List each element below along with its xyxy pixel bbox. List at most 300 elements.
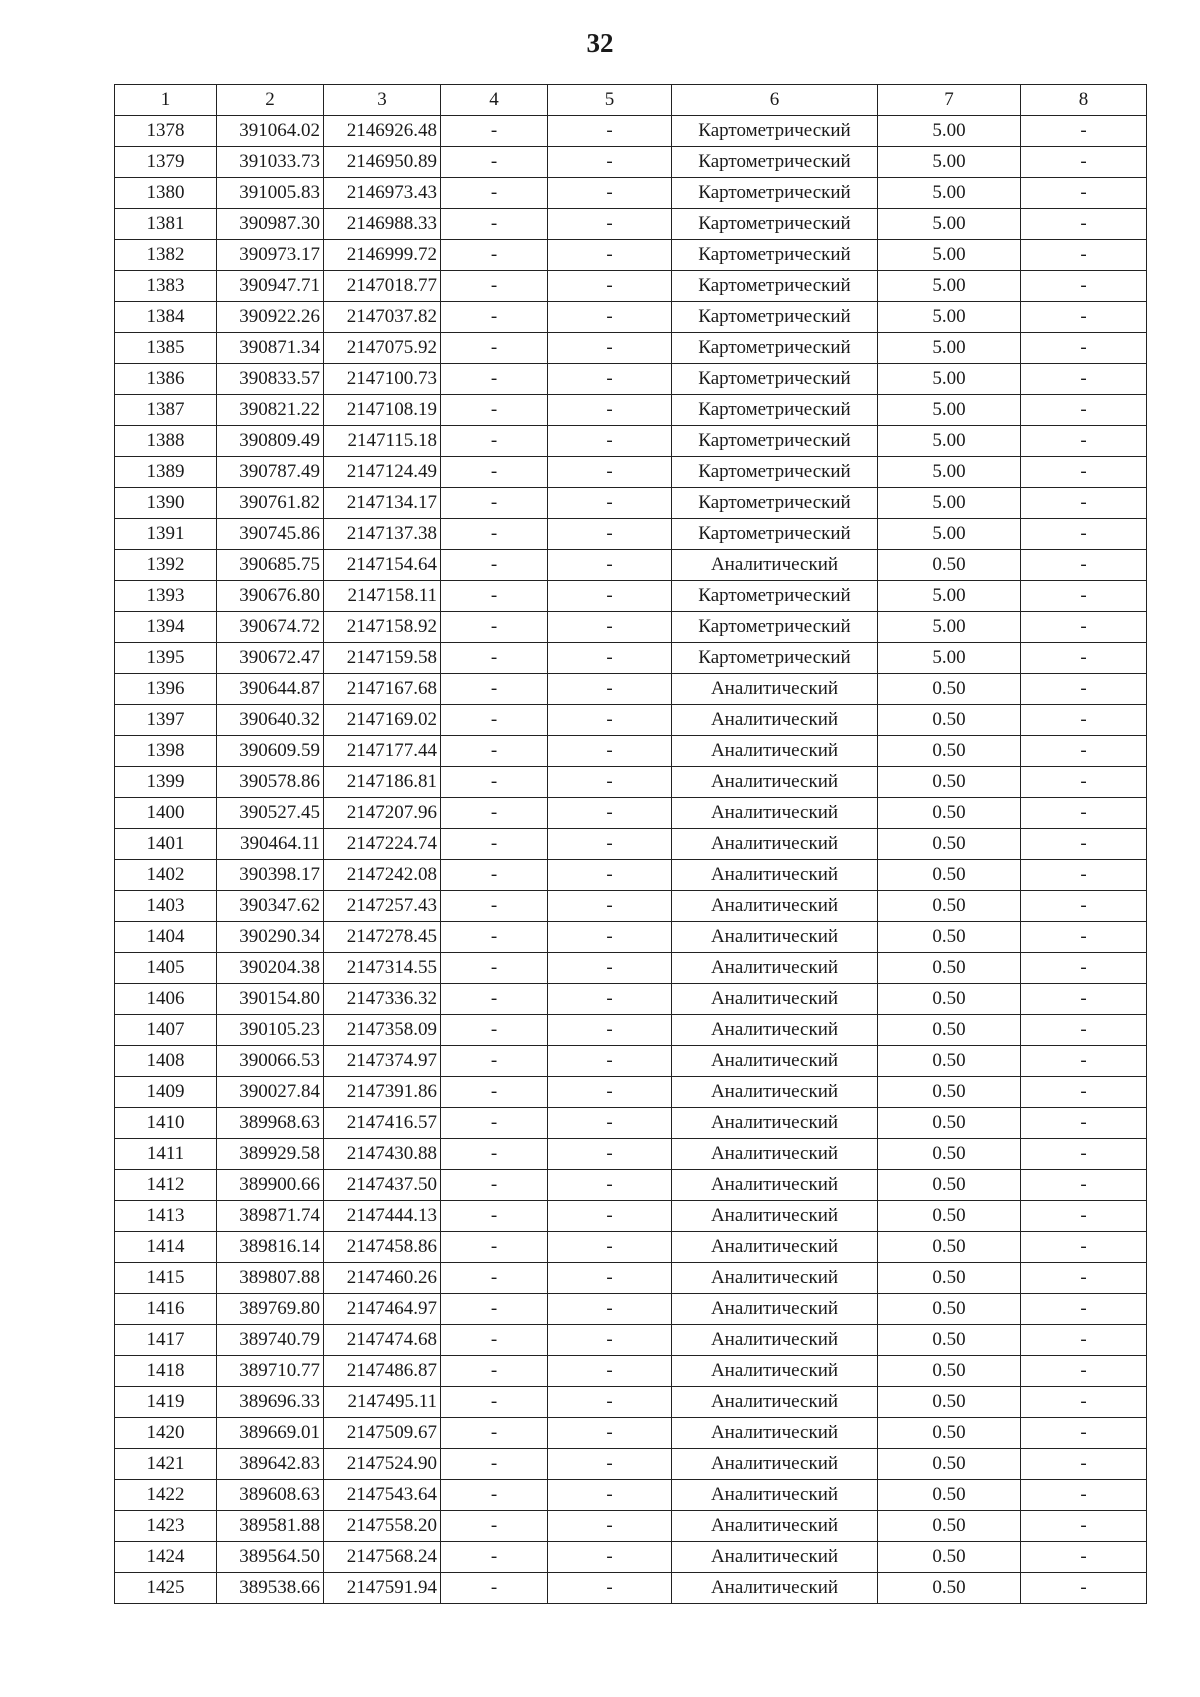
cell-col-5: - [548, 798, 672, 829]
cell-method: Аналитический [672, 953, 878, 984]
cell-method: Картометрический [672, 333, 878, 364]
table-row [115, 1294, 1147, 1325]
cell-col-8: - [1021, 178, 1147, 209]
table-row [115, 1542, 1147, 1573]
cell-col-5: - [548, 395, 672, 426]
cell-point-number: 1409 [115, 1077, 217, 1108]
cell-method: Картометрический [672, 581, 878, 612]
cell-col-5: - [548, 860, 672, 891]
cell-y-coordinate: 2146988.33 [324, 209, 441, 240]
cell-method: Аналитический [672, 1542, 878, 1573]
cell-method: Картометрический [672, 147, 878, 178]
cell-accuracy: 5.00 [878, 488, 1021, 519]
cell-col-4: - [441, 1170, 548, 1201]
column-header-8: 8 [1021, 85, 1147, 116]
cell-col-4: - [441, 271, 548, 302]
cell-x-coordinate: 390947.71 [217, 271, 324, 302]
cell-y-coordinate: 2147242.08 [324, 860, 441, 891]
cell-col-4: - [441, 302, 548, 333]
cell-method: Картометрический [672, 271, 878, 302]
cell-col-8: - [1021, 1573, 1147, 1604]
cell-accuracy: 0.50 [878, 953, 1021, 984]
cell-col-8: - [1021, 1232, 1147, 1263]
cell-col-5: - [548, 116, 672, 147]
table-row [115, 1015, 1147, 1046]
cell-col-5: - [548, 550, 672, 581]
cell-x-coordinate: 390398.17 [217, 860, 324, 891]
cell-col-8: - [1021, 1046, 1147, 1077]
table-row [115, 922, 1147, 953]
cell-col-5: - [548, 674, 672, 705]
cell-x-coordinate: 389669.01 [217, 1418, 324, 1449]
cell-method: Аналитический [672, 1139, 878, 1170]
cell-accuracy: 0.50 [878, 860, 1021, 891]
cell-col-8: - [1021, 1387, 1147, 1418]
cell-point-number: 1400 [115, 798, 217, 829]
cell-y-coordinate: 2147124.49 [324, 457, 441, 488]
table-row [115, 1077, 1147, 1108]
table-row [115, 1449, 1147, 1480]
cell-x-coordinate: 390027.84 [217, 1077, 324, 1108]
cell-y-coordinate: 2147159.58 [324, 643, 441, 674]
cell-x-coordinate: 389642.83 [217, 1449, 324, 1480]
cell-col-5: - [548, 1449, 672, 1480]
cell-col-5: - [548, 1356, 672, 1387]
cell-accuracy: 0.50 [878, 1015, 1021, 1046]
cell-x-coordinate: 390609.59 [217, 736, 324, 767]
cell-col-5: - [548, 1480, 672, 1511]
coordinates-table [114, 84, 1147, 1604]
cell-accuracy: 5.00 [878, 333, 1021, 364]
cell-col-5: - [548, 705, 672, 736]
cell-method: Аналитический [672, 798, 878, 829]
cell-col-8: - [1021, 953, 1147, 984]
cell-method: Картометрический [672, 364, 878, 395]
cell-accuracy: 0.50 [878, 1077, 1021, 1108]
cell-accuracy: 5.00 [878, 209, 1021, 240]
table-row [115, 519, 1147, 550]
cell-point-number: 1383 [115, 271, 217, 302]
cell-col-5: - [548, 984, 672, 1015]
cell-col-8: - [1021, 209, 1147, 240]
cell-col-4: - [441, 1418, 548, 1449]
table-row [115, 674, 1147, 705]
cell-x-coordinate: 389564.50 [217, 1542, 324, 1573]
cell-col-4: - [441, 1201, 548, 1232]
table-header [115, 85, 1147, 116]
cell-col-5: - [548, 147, 672, 178]
table-row [115, 1480, 1147, 1511]
cell-point-number: 1419 [115, 1387, 217, 1418]
cell-col-5: - [548, 1325, 672, 1356]
cell-col-4: - [441, 1480, 548, 1511]
cell-accuracy: 5.00 [878, 178, 1021, 209]
cell-point-number: 1415 [115, 1263, 217, 1294]
cell-x-coordinate: 389900.66 [217, 1170, 324, 1201]
cell-col-5: - [548, 767, 672, 798]
cell-col-4: - [441, 209, 548, 240]
cell-y-coordinate: 2147416.57 [324, 1108, 441, 1139]
cell-x-coordinate: 390644.87 [217, 674, 324, 705]
cell-x-coordinate: 390871.34 [217, 333, 324, 364]
cell-x-coordinate: 390347.62 [217, 891, 324, 922]
cell-col-5: - [548, 643, 672, 674]
cell-method: Картометрический [672, 612, 878, 643]
cell-col-4: - [441, 829, 548, 860]
cell-accuracy: 0.50 [878, 1573, 1021, 1604]
cell-x-coordinate: 390833.57 [217, 364, 324, 395]
cell-col-5: - [548, 1077, 672, 1108]
cell-col-5: - [548, 1542, 672, 1573]
cell-point-number: 1396 [115, 674, 217, 705]
cell-method: Аналитический [672, 1449, 878, 1480]
cell-y-coordinate: 2147207.96 [324, 798, 441, 829]
cell-method: Аналитический [672, 767, 878, 798]
column-header-1: 1 [115, 85, 217, 116]
cell-col-4: - [441, 860, 548, 891]
table-row [115, 891, 1147, 922]
cell-point-number: 1399 [115, 767, 217, 798]
cell-accuracy: 0.50 [878, 1356, 1021, 1387]
cell-y-coordinate: 2147154.64 [324, 550, 441, 581]
cell-accuracy: 0.50 [878, 829, 1021, 860]
cell-x-coordinate: 389696.33 [217, 1387, 324, 1418]
cell-col-8: - [1021, 1480, 1147, 1511]
cell-method: Картометрический [672, 209, 878, 240]
cell-x-coordinate: 390154.80 [217, 984, 324, 1015]
cell-col-8: - [1021, 1449, 1147, 1480]
table-row [115, 1263, 1147, 1294]
cell-accuracy: 0.50 [878, 1418, 1021, 1449]
cell-y-coordinate: 2147591.94 [324, 1573, 441, 1604]
cell-col-4: - [441, 674, 548, 705]
table-row [115, 953, 1147, 984]
cell-accuracy: 0.50 [878, 1511, 1021, 1542]
cell-y-coordinate: 2146950.89 [324, 147, 441, 178]
cell-y-coordinate: 2147444.13 [324, 1201, 441, 1232]
cell-method: Аналитический [672, 1387, 878, 1418]
cell-col-8: - [1021, 891, 1147, 922]
cell-x-coordinate: 390204.38 [217, 953, 324, 984]
cell-point-number: 1401 [115, 829, 217, 860]
cell-col-5: - [548, 364, 672, 395]
cell-x-coordinate: 390105.23 [217, 1015, 324, 1046]
cell-accuracy: 5.00 [878, 364, 1021, 395]
cell-method: Аналитический [672, 829, 878, 860]
cell-col-4: - [441, 798, 548, 829]
cell-accuracy: 5.00 [878, 581, 1021, 612]
cell-y-coordinate: 2147464.97 [324, 1294, 441, 1325]
cell-accuracy: 5.00 [878, 240, 1021, 271]
cell-y-coordinate: 2147543.64 [324, 1480, 441, 1511]
cell-col-8: - [1021, 488, 1147, 519]
cell-x-coordinate: 389968.63 [217, 1108, 324, 1139]
cell-col-8: - [1021, 767, 1147, 798]
cell-col-4: - [441, 116, 548, 147]
cell-col-4: - [441, 736, 548, 767]
cell-x-coordinate: 390745.86 [217, 519, 324, 550]
cell-col-8: - [1021, 1511, 1147, 1542]
cell-point-number: 1424 [115, 1542, 217, 1573]
cell-col-8: - [1021, 643, 1147, 674]
cell-x-coordinate: 389816.14 [217, 1232, 324, 1263]
cell-accuracy: 0.50 [878, 1325, 1021, 1356]
cell-method: Аналитический [672, 1108, 878, 1139]
cell-col-8: - [1021, 240, 1147, 271]
cell-y-coordinate: 2147278.45 [324, 922, 441, 953]
cell-accuracy: 0.50 [878, 1480, 1021, 1511]
cell-col-8: - [1021, 333, 1147, 364]
cell-col-5: - [548, 1170, 672, 1201]
cell-method: Аналитический [672, 1015, 878, 1046]
page-number: 32 [586, 28, 614, 58]
cell-point-number: 1425 [115, 1573, 217, 1604]
cell-point-number: 1378 [115, 116, 217, 147]
cell-point-number: 1402 [115, 860, 217, 891]
cell-x-coordinate: 389871.74 [217, 1201, 324, 1232]
cell-col-4: - [441, 426, 548, 457]
cell-point-number: 1389 [115, 457, 217, 488]
cell-accuracy: 5.00 [878, 116, 1021, 147]
cell-col-5: - [548, 829, 672, 860]
cell-x-coordinate: 389740.79 [217, 1325, 324, 1356]
cell-point-number: 1388 [115, 426, 217, 457]
cell-method: Аналитический [672, 860, 878, 891]
table-row [115, 364, 1147, 395]
table-row [115, 1201, 1147, 1232]
cell-x-coordinate: 390787.49 [217, 457, 324, 488]
cell-x-coordinate: 391005.83 [217, 178, 324, 209]
cell-y-coordinate: 2147437.50 [324, 1170, 441, 1201]
cell-y-coordinate: 2147134.17 [324, 488, 441, 519]
table-row [115, 1139, 1147, 1170]
cell-x-coordinate: 390527.45 [217, 798, 324, 829]
column-header-2: 2 [217, 85, 324, 116]
cell-method: Аналитический [672, 922, 878, 953]
cell-accuracy: 0.50 [878, 984, 1021, 1015]
table-row [115, 829, 1147, 860]
cell-method: Аналитический [672, 1418, 878, 1449]
cell-col-4: - [441, 1077, 548, 1108]
cell-col-5: - [548, 178, 672, 209]
cell-col-4: - [441, 1294, 548, 1325]
cell-y-coordinate: 2147568.24 [324, 1542, 441, 1573]
cell-col-5: - [548, 333, 672, 364]
cell-y-coordinate: 2146999.72 [324, 240, 441, 271]
cell-col-4: - [441, 1356, 548, 1387]
cell-method: Аналитический [672, 1170, 878, 1201]
cell-col-5: - [548, 581, 672, 612]
cell-y-coordinate: 2147169.02 [324, 705, 441, 736]
cell-accuracy: 0.50 [878, 1108, 1021, 1139]
cell-method: Аналитический [672, 705, 878, 736]
table-row [115, 1170, 1147, 1201]
cell-method: Аналитический [672, 1201, 878, 1232]
table-row [115, 1046, 1147, 1077]
cell-method: Картометрический [672, 178, 878, 209]
cell-col-4: - [441, 705, 548, 736]
cell-col-5: - [548, 1418, 672, 1449]
cell-x-coordinate: 389608.63 [217, 1480, 324, 1511]
cell-x-coordinate: 390922.26 [217, 302, 324, 333]
table-row [115, 1418, 1147, 1449]
cell-col-4: - [441, 1232, 548, 1263]
cell-method: Аналитический [672, 1294, 878, 1325]
cell-col-8: - [1021, 1294, 1147, 1325]
cell-accuracy: 0.50 [878, 891, 1021, 922]
cell-point-number: 1380 [115, 178, 217, 209]
cell-x-coordinate: 391064.02 [217, 116, 324, 147]
cell-col-4: - [441, 1511, 548, 1542]
cell-col-4: - [441, 1263, 548, 1294]
cell-col-4: - [441, 240, 548, 271]
cell-col-8: - [1021, 984, 1147, 1015]
cell-point-number: 1418 [115, 1356, 217, 1387]
cell-method: Картометрический [672, 240, 878, 271]
cell-y-coordinate: 2147257.43 [324, 891, 441, 922]
cell-y-coordinate: 2147075.92 [324, 333, 441, 364]
cell-method: Картометрический [672, 643, 878, 674]
cell-col-4: - [441, 1015, 548, 1046]
cell-col-5: - [548, 1108, 672, 1139]
cell-col-8: - [1021, 1263, 1147, 1294]
cell-y-coordinate: 2147524.90 [324, 1449, 441, 1480]
cell-col-8: - [1021, 829, 1147, 860]
cell-col-8: - [1021, 736, 1147, 767]
table-row [115, 271, 1147, 302]
cell-y-coordinate: 2147460.26 [324, 1263, 441, 1294]
cell-accuracy: 0.50 [878, 767, 1021, 798]
cell-point-number: 1398 [115, 736, 217, 767]
cell-accuracy: 0.50 [878, 922, 1021, 953]
cell-col-4: - [441, 488, 548, 519]
cell-col-4: - [441, 643, 548, 674]
cell-y-coordinate: 2147018.77 [324, 271, 441, 302]
cell-col-8: - [1021, 1201, 1147, 1232]
table-row [115, 1356, 1147, 1387]
cell-col-4: - [441, 333, 548, 364]
table-row [115, 209, 1147, 240]
cell-accuracy: 0.50 [878, 705, 1021, 736]
cell-point-number: 1393 [115, 581, 217, 612]
cell-accuracy: 0.50 [878, 1387, 1021, 1418]
cell-point-number: 1410 [115, 1108, 217, 1139]
table-row [115, 1325, 1147, 1356]
table-row [115, 736, 1147, 767]
cell-col-8: - [1021, 798, 1147, 829]
cell-col-8: - [1021, 860, 1147, 891]
cell-col-4: - [441, 457, 548, 488]
cell-accuracy: 5.00 [878, 612, 1021, 643]
cell-col-8: - [1021, 457, 1147, 488]
cell-y-coordinate: 2146973.43 [324, 178, 441, 209]
cell-col-5: - [548, 1511, 672, 1542]
table-row [115, 147, 1147, 178]
cell-point-number: 1423 [115, 1511, 217, 1542]
cell-point-number: 1379 [115, 147, 217, 178]
cell-accuracy: 0.50 [878, 798, 1021, 829]
cell-y-coordinate: 2147108.19 [324, 395, 441, 426]
cell-point-number: 1411 [115, 1139, 217, 1170]
cell-method: Аналитический [672, 1511, 878, 1542]
cell-col-5: - [548, 240, 672, 271]
cell-col-5: - [548, 1201, 672, 1232]
cell-col-4: - [441, 767, 548, 798]
cell-accuracy: 5.00 [878, 457, 1021, 488]
cell-col-5: - [548, 209, 672, 240]
cell-col-5: - [548, 1046, 672, 1077]
cell-col-8: - [1021, 1542, 1147, 1573]
table-row [115, 488, 1147, 519]
cell-y-coordinate: 2147495.11 [324, 1387, 441, 1418]
cell-col-4: - [441, 147, 548, 178]
column-header-7: 7 [878, 85, 1021, 116]
cell-point-number: 1384 [115, 302, 217, 333]
cell-col-5: - [548, 1294, 672, 1325]
cell-col-5: - [548, 457, 672, 488]
cell-method: Картометрический [672, 457, 878, 488]
cell-accuracy: 5.00 [878, 395, 1021, 426]
cell-col-4: - [441, 519, 548, 550]
cell-y-coordinate: 2147486.87 [324, 1356, 441, 1387]
cell-point-number: 1422 [115, 1480, 217, 1511]
cell-y-coordinate: 2147115.18 [324, 426, 441, 457]
cell-col-4: - [441, 612, 548, 643]
cell-method: Аналитический [672, 1356, 878, 1387]
cell-method: Картометрический [672, 426, 878, 457]
cell-col-4: - [441, 1387, 548, 1418]
cell-y-coordinate: 2146926.48 [324, 116, 441, 147]
cell-y-coordinate: 2147558.20 [324, 1511, 441, 1542]
cell-col-5: - [548, 953, 672, 984]
cell-point-number: 1414 [115, 1232, 217, 1263]
cell-col-8: - [1021, 922, 1147, 953]
cell-point-number: 1421 [115, 1449, 217, 1480]
cell-point-number: 1413 [115, 1201, 217, 1232]
table-body [115, 116, 1147, 1604]
cell-point-number: 1381 [115, 209, 217, 240]
cell-accuracy: 5.00 [878, 426, 1021, 457]
cell-y-coordinate: 2147391.86 [324, 1077, 441, 1108]
cell-col-4: - [441, 1108, 548, 1139]
cell-point-number: 1386 [115, 364, 217, 395]
cell-x-coordinate: 390685.75 [217, 550, 324, 581]
cell-col-8: - [1021, 1170, 1147, 1201]
cell-point-number: 1404 [115, 922, 217, 953]
cell-col-5: - [548, 891, 672, 922]
cell-y-coordinate: 2147314.55 [324, 953, 441, 984]
cell-col-8: - [1021, 519, 1147, 550]
cell-col-5: - [548, 302, 672, 333]
cell-accuracy: 5.00 [878, 302, 1021, 333]
cell-accuracy: 0.50 [878, 1449, 1021, 1480]
cell-col-4: - [441, 953, 548, 984]
table-row [115, 1387, 1147, 1418]
cell-col-8: - [1021, 705, 1147, 736]
cell-col-5: - [548, 612, 672, 643]
cell-col-4: - [441, 1046, 548, 1077]
cell-col-8: - [1021, 395, 1147, 426]
table-row [115, 612, 1147, 643]
cell-y-coordinate: 2147430.88 [324, 1139, 441, 1170]
cell-col-8: - [1021, 271, 1147, 302]
cell-y-coordinate: 2147137.38 [324, 519, 441, 550]
cell-point-number: 1394 [115, 612, 217, 643]
cell-method: Аналитический [672, 1325, 878, 1356]
cell-accuracy: 0.50 [878, 550, 1021, 581]
table-row [115, 116, 1147, 147]
table-row [115, 643, 1147, 674]
